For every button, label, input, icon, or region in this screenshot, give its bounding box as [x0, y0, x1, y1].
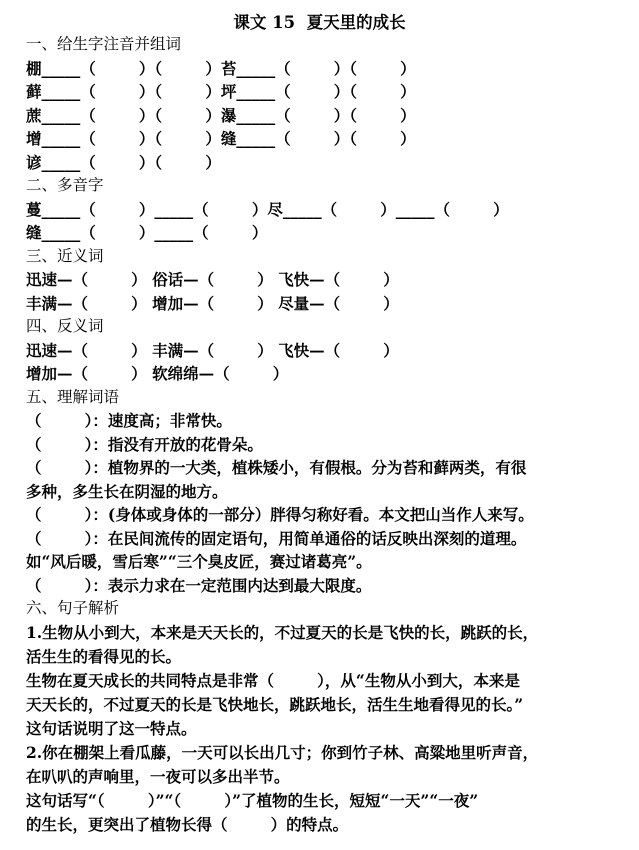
definition-row: 多种，多生长在阴湿的地方。	[26, 482, 228, 501]
exercise-row: 蔓_____（ ）_____（ ）尽_____（ ）_____（ ）	[26, 200, 509, 219]
definition-row: （ ）：表示力求在一定范围内达到最大限度。	[26, 576, 372, 595]
section-heading-4: 四、反义词	[26, 317, 104, 335]
definition-row: （ ）：在民间流传的固定语句，用简单通俗的话反映出深刻的道理。	[26, 529, 527, 548]
exercise-row: 迅速—（ ） 丰满—（ ） 飞快—（ ）	[26, 341, 399, 360]
definition-row: （ ）：(身体或身体的一部分）胖得匀称好看。本文把山当作人来写。	[26, 505, 534, 524]
analysis-row: 这句话说明了这一特点。	[26, 719, 197, 738]
exercise-row: 增加—（ ） 软绵绵—（ ）	[26, 364, 289, 383]
analysis-row: 天天长的，不过夏天的长是飞快地长，跳跃地长，活生生地看得见的长。”	[26, 695, 524, 714]
analysis-row: 1.生物从小到大，本来是天天长的，不过夏天的长是飞快的长，跳跃的长，	[26, 623, 539, 642]
definition-row: （ ）：速度高；非常快。	[26, 411, 232, 430]
analysis-row: 在叭叭的声响里，一夜可以多出半节。	[26, 767, 290, 786]
section-heading-2: 二、多音字	[26, 176, 104, 194]
exercise-row: 棚_____（ ）（ ）苔_____（ ）（ ）	[26, 59, 416, 78]
exercise-row: 蔗_____（ ）（ ）瀑_____（ ）（ ）	[26, 106, 416, 125]
exercise-row: 谚_____（ ）（ ）	[26, 153, 221, 172]
analysis-row: 这句话写“（ ）”“（ ）”了植物的生长，短短“一天”“一夜”	[26, 791, 479, 810]
definition-row: （ ）：指没有开放的花骨朵。	[26, 435, 263, 454]
exercise-row: 增_____（ ）（ ）缝_____（ ）（ ）	[26, 129, 416, 148]
exercise-row: 迅速—（ ） 俗话—（ ） 飞快—（ ）	[26, 270, 399, 289]
section-heading-6: 六、句子解析	[26, 599, 120, 617]
analysis-row: 2.你在棚架上看瓜藤，一天可以长出几寸；你到竹子林、高粱地里听声音，	[26, 743, 539, 762]
analysis-row: 生物在夏天成长的共同特点是非常（ ），从“生物从小到大，本来是	[26, 671, 520, 690]
section-heading-5: 五、理解词语	[26, 388, 120, 406]
section-heading-3: 三、近义词	[26, 247, 104, 265]
exercise-row: 丰满—（ ） 增加—（ ） 尽量—（ ）	[26, 294, 399, 313]
definition-row: 如“风后暖，雪后寒”“三个臭皮匠，赛过诸葛亮”。	[26, 552, 372, 571]
section-heading-1: 一、给生字注音并组词	[26, 35, 182, 53]
exercise-row: 缝_____（ ）_____（ ）	[26, 223, 268, 242]
exercise-row: 藓_____（ ）（ ）坪_____（ ）（ ）	[26, 82, 416, 101]
analysis-row: 活生生的看得见的长。	[26, 647, 182, 666]
analysis-row: 的生长，更突出了植物长得（ ）的特点。	[26, 815, 349, 834]
definition-row: （ ）：植物界的一大类，植株矮小，有假根。分为苔和藓两类，有很	[26, 458, 527, 477]
page-title: 课文 15 夏天里的成长	[233, 13, 406, 32]
